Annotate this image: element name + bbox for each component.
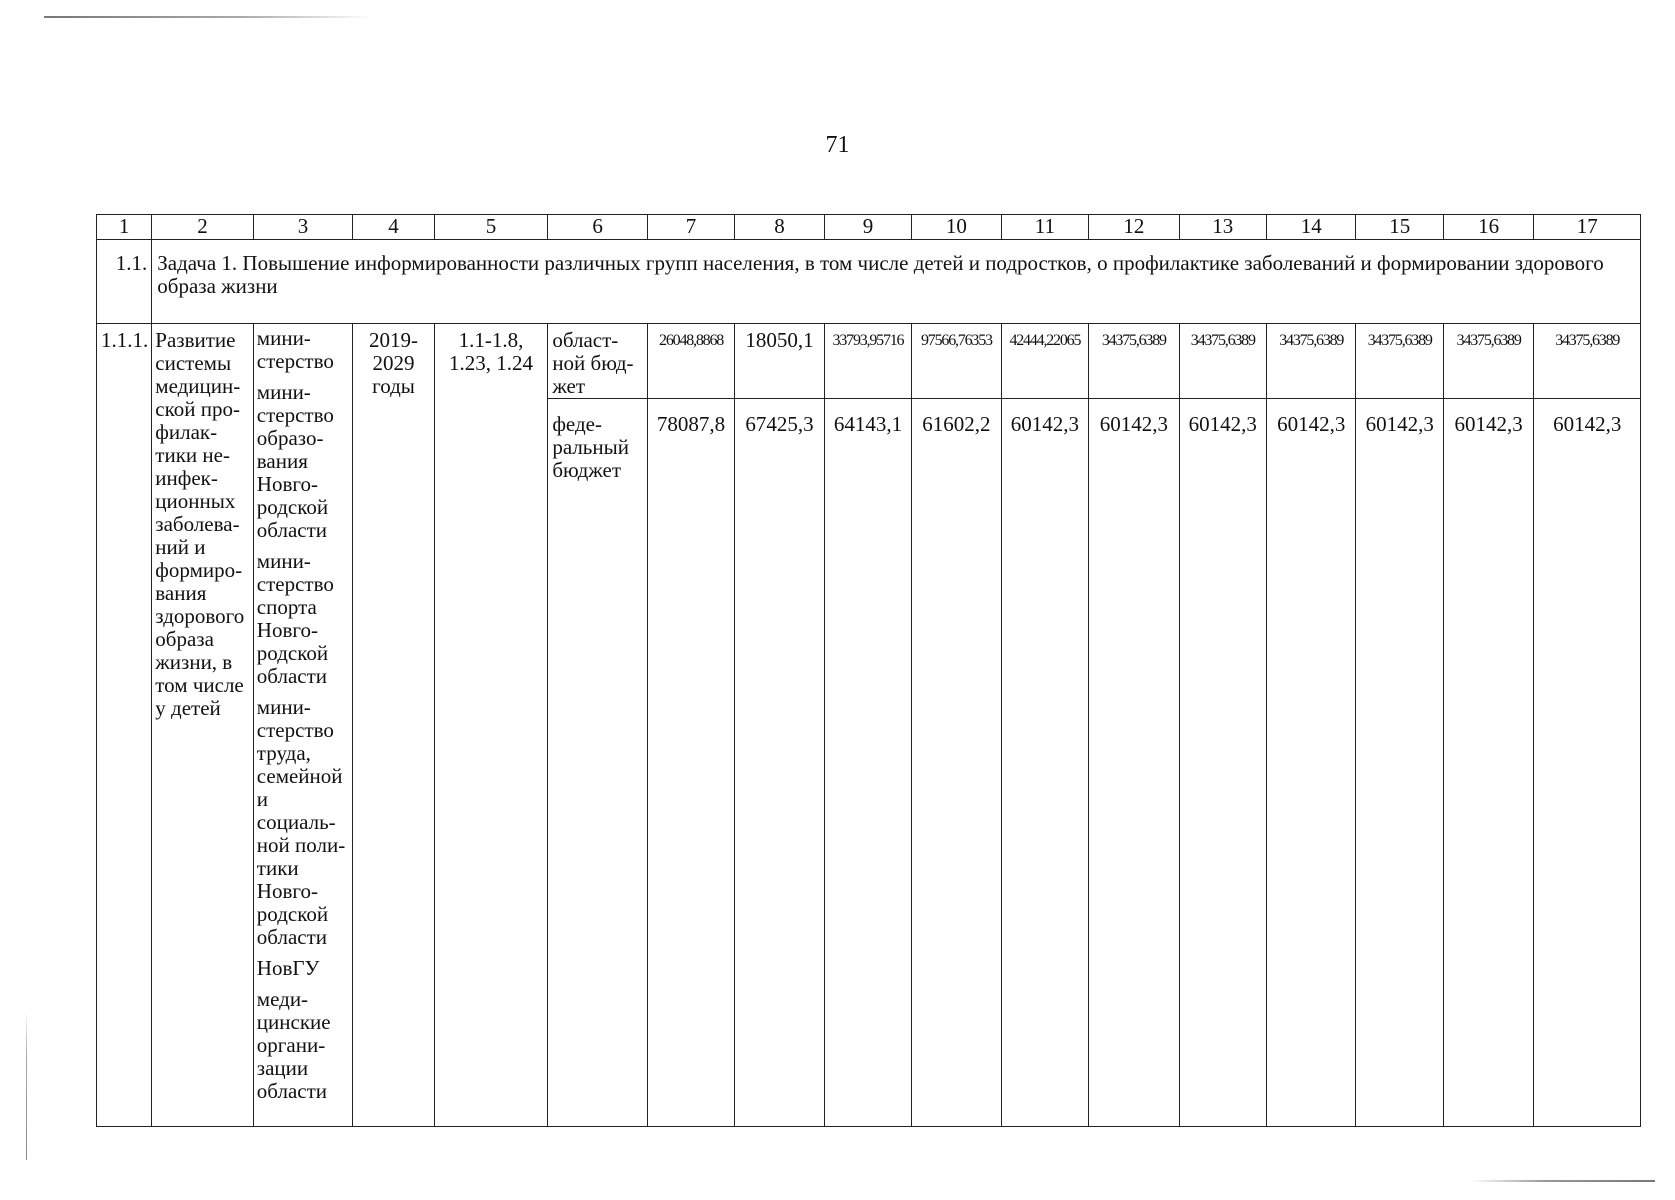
executors-cell xyxy=(253,324,353,1127)
target-indicators: 1.1-1.8, 1.23, 1.24 xyxy=(434,324,548,1127)
column-number: 1 xyxy=(97,215,152,240)
funding-source: феде-ральный бюджет xyxy=(548,399,648,1127)
value-cell: 61602,2 xyxy=(912,399,1001,1127)
scan-artifact-top xyxy=(44,16,374,18)
value-cell: 60142,3 xyxy=(1179,399,1266,1127)
column-number: 11 xyxy=(1001,215,1088,240)
activity-name: Развитие системы медицин-ской про-филак-тики не-инфек-ционных заболева-ний и формиро-вания здорового образа жизни, в том числе у детей xyxy=(155,328,245,720)
activity-name-cell xyxy=(152,324,254,1127)
page-number: 71 xyxy=(825,132,850,158)
column-number: 13 xyxy=(1179,215,1266,240)
scan-artifact-bottom xyxy=(1470,1180,1655,1182)
value-cell: 34375,6389 xyxy=(1356,324,1443,399)
column-number: 9 xyxy=(824,215,911,240)
column-number: 2 xyxy=(152,215,254,240)
executor: мини-стерство xyxy=(256,326,334,373)
value-cell: 60142,3 xyxy=(1356,399,1443,1127)
scan-artifact-left xyxy=(26,1010,27,1160)
executor: меди-цинские органи-зации области xyxy=(256,987,331,1103)
column-number: 5 xyxy=(434,215,548,240)
value-cell: 18050,1 xyxy=(735,324,824,399)
column-number: 3 xyxy=(253,215,353,240)
executor: мини-стерство образо-вания Новго-родской области xyxy=(256,380,334,542)
value-cell: 42444,22065 xyxy=(1001,324,1088,399)
executor: НовГУ xyxy=(256,956,320,980)
value-cell: 64143,1 xyxy=(824,399,911,1127)
activity-row-regional-budget xyxy=(97,324,1641,399)
funding-source: област-ной бюд-жет xyxy=(548,324,648,399)
column-number: 7 xyxy=(647,215,734,240)
program-table xyxy=(96,214,1641,1127)
value-cell: 34375,6389 xyxy=(1089,324,1179,399)
executor: мини-стерство спорта Новго-родской области xyxy=(256,549,334,688)
value-cell: 60142,3 xyxy=(1534,399,1641,1127)
column-number: 17 xyxy=(1534,215,1641,240)
column-number: 15 xyxy=(1356,215,1443,240)
value-cell: 34375,6389 xyxy=(1267,324,1356,399)
column-number: 14 xyxy=(1267,215,1356,240)
column-number: 8 xyxy=(735,215,824,240)
value-cell: 34375,6389 xyxy=(1179,324,1266,399)
value-cell: 60142,3 xyxy=(1001,399,1088,1127)
value-cell: 33793,95716 xyxy=(824,324,911,399)
value-cell: 60142,3 xyxy=(1267,399,1356,1127)
task-row xyxy=(97,240,1641,324)
value-cell: 34375,6389 xyxy=(1534,324,1641,399)
value-cell: 60142,3 xyxy=(1089,399,1179,1127)
task-number: 1.1. xyxy=(97,240,152,324)
period: 2019-2029 годы xyxy=(353,324,434,1127)
column-number: 10 xyxy=(912,215,1001,240)
column-number: 16 xyxy=(1443,215,1533,240)
column-number: 12 xyxy=(1089,215,1179,240)
value-cell: 67425,3 xyxy=(735,399,824,1127)
activity-number: 1.1.1. xyxy=(97,324,152,1127)
column-number-row xyxy=(97,215,1641,240)
executor: мини-стерство труда, семейной и социаль-ной поли-тики Новго-родской области xyxy=(256,695,346,949)
value-cell: 97566,76353 xyxy=(912,324,1001,399)
column-number: 4 xyxy=(353,215,434,240)
value-cell: 78087,8 xyxy=(647,399,734,1127)
value-cell: 26048,8868 xyxy=(647,324,734,399)
column-number: 6 xyxy=(548,215,648,240)
value-cell: 60142,3 xyxy=(1443,399,1533,1127)
value-cell: 34375,6389 xyxy=(1443,324,1533,399)
task-description: Задача 1. Повышение информированности различных групп населения, в том числе детей и подростков, о профилактике заболеваний и формировании здорового образа жизни xyxy=(152,240,1641,324)
